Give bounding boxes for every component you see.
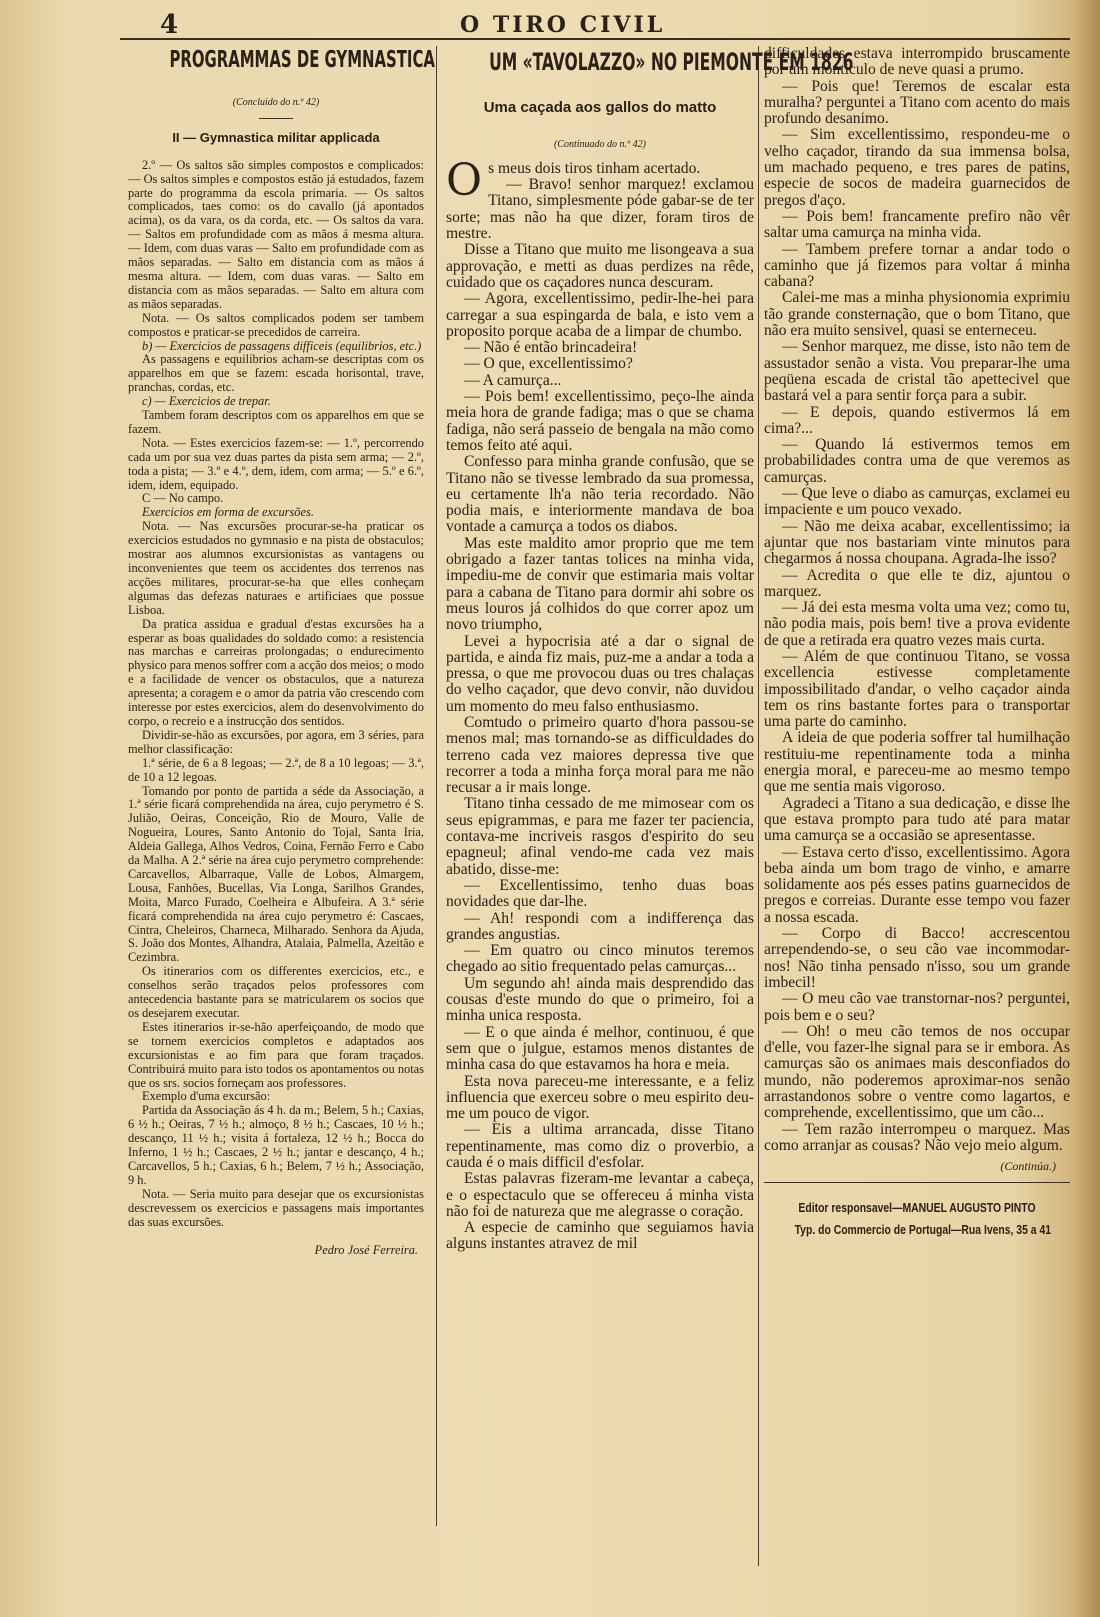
paragraph: [446, 154, 754, 206]
paragraph: — A camurça...: [464, 371, 562, 389]
editor-line: Editor responsavel—MANUEL AUGUSTO PINTO: [798, 1200, 1036, 1216]
paragraph: — Tem razão interrompeu o marquez. Mas como arranjar as cousas? Não vejo meio algum.: [764, 1120, 1070, 1154]
paragraph: — Oh! o meu cão temos de nos occupar d'elle, vou fazer-lhe signal para se ir embora. As camurças são os animaes mais desconfiados do mundo, não poderemos aproximar-nos senão arrastandonos sobre o ventre como lagartos, e comprehende, excellentissimo, que um cão...: [764, 1022, 1070, 1122]
newspaper-title: O TIRO CIVIL: [460, 12, 666, 38]
paragraph: — Tambem prefere tornar a andar todo o caminho que já fizemos para voltar á minha cabana?: [764, 240, 1070, 291]
paragraph: — E o que ainda é melhor, continuou, é que sem que o julgue, estamos menos distantes de minha casa do que estavamos ha hora e meia.: [446, 1023, 754, 1074]
article-subtitle: Uma caçada aos gallos do matto: [483, 99, 717, 117]
paragraph: Nota. — Nas excursões procurar-se-ha praticar os exercicios estudados no gymnasio e na pista de obstaculos; mostrar aos alumnos excursionistas as vantagens ou inconvenientes que teem os accidentes dos terrenos nas acções militares, procurar-se-ha que elles conheçam algumas das defezas naturaes e artificiaes que possue Lisboa.: [128, 519, 424, 617]
paragraph-text: s meus dois tiros tinham acertado.: [488, 159, 701, 177]
continued-marker: (Continúa.): [1000, 1159, 1056, 1174]
paragraph: Tambem foram descriptos com os apparelhos em que se fazem.: [128, 408, 424, 436]
paragraph: Dividir-se-hão as excursões, por agora, em 3 séries, para melhor classificação:: [128, 727, 424, 756]
paragraph: Comtudo o primeiro quarto d'hora passou-se menos mal; mas tornando-se as difficuldades do terreno cada vez maiores depressa tive que recorrer a toda a minha força moral para me não recusar a ir mais longe.: [446, 713, 754, 797]
imprint-rule: [764, 1182, 1070, 1183]
paragraph: — Já dei esta mesma volta uma vez; como tu, não podia mais, pois bem! tive a prova evidente de que a retirada era quatro vezes mais curta.: [764, 599, 1070, 649]
paragraph: Os itinerarios com os differentes exercicios, etc., e conselhos serão traçados pelos professores com antecedencia bastante para se matricularem os socios que os desejarem executar.: [128, 964, 424, 1020]
paragraph: Exercicios em forma de excursões.: [142, 505, 314, 520]
continued-note: (Continuado do n.º 42): [554, 138, 646, 150]
paragraph: — Sim excellentissimo, respondeu-me o velho caçador, tirando da sua immensa bolsa, um machado pequeno, e tres pares de patins, especie de socos de madeira guarnecidos de pregos d'aço.: [764, 126, 1070, 209]
paragraph: difficuldades estava interrompido bruscamente por um monticulo de neve quasi a prumo.: [764, 45, 1070, 79]
paragraph: c) — Exercicios de trepar.: [142, 394, 271, 409]
paragraph: — E depois, quando estivermos lá em cima?...: [764, 403, 1070, 437]
paragraph: — Pois bem! excellentissimo, peço-lhe ainda meia hora de grande fadiga; mas o que se chama fadiga, não será passeio de bengala na mão como temos feito até aqui.: [446, 388, 754, 454]
article-title: PROGRAMMAS DE GYMNASTICA: [169, 47, 435, 73]
paragraph: Estes itinerarios ir-se-hão aperfeiçoando, de modo que se tornem exercicios completos e adaptados aos excursionistas e ao fim para que foram traçados. Contribuirá muito para isto todos os apontamentos ou notas que os srs. socios forneçam aos professores.: [128, 1019, 424, 1090]
page-number: 4: [160, 10, 179, 40]
article-tavolazzo: [446, 48, 854, 1253]
paragraph: A especie de caminho que seguiamos havia alguns instantes atravez de mil: [446, 1219, 754, 1253]
paragraph: Calei-me mas a minha physionomia exprimiu tão grande consternação, que o bom Titano, que não era muito sensivel, quasi se enterneceu.: [764, 289, 1070, 340]
paragraph: Mas este maldito amor proprio que me tem obrigado a fazer tantas tolices na minha vida, impediu-me de convir que estimaria mais voltar para a cabana de Titano para dormir ahi sobre os meus louros já colhidos do que correr apoz um novo triumpho,: [446, 534, 754, 634]
paragraph: — Além de que continuou Titano, se vossa excellencia estivesse completamente impossibilitado d'andar, o velho caçador ainda tem os rins bastante fortes para o transportar uma parte do caminho.: [764, 647, 1070, 731]
paragraph: Um segundo ah! ainda mais desprendido das cousas d'este mundo do que o primeiro, foi a minha unica resposta.: [446, 974, 754, 1025]
article-tavolazzo-continued: [764, 46, 1070, 1241]
paragraph: — O que, excellentissimo?: [464, 355, 633, 373]
paragraph: Nota. — Os saltos complicados podem ser tambem compostos e praticar-se precedidos de carreira.: [128, 310, 424, 339]
paragraph: — Pois bem! francamente prefiro não vêr saltar uma camurça na minha vida.: [764, 207, 1070, 242]
paragraph: Agradeci a Titano a sua dedicação, e disse lhe que estava prompto para tudo até para matar uma camurça se a occasião se apresentasse.: [764, 794, 1070, 845]
paragraph: — Bravo! senhor marquez! exclamou Titano, simplesmente póde gabar-se de ter sorte; mas não ha que dizer, foram tiros de mestre.: [446, 176, 754, 243]
paragraph: Disse a Titano que muito me lisongeava a sua approvação, e metti as duas perdizes na rêde, cuidado que os caçadores nunca descuram.: [446, 241, 754, 291]
paragraph: — Não me deixa acabar, excellentissimo; ia ajuntar que nos bastariam vinte minutos para chegarmos á nossa choupana. Agrada-lhe isso?: [764, 517, 1070, 568]
paragraph: 2.º — Os saltos são simples compostos e complicados: — Os saltos simples e compostos estão já estudados, fazem parte do programma da escola primaria. — Os saltos complicados, taes como: os do cavallo (já apontados acima), os da vara, os da corda, etc. — Os saltos da vara. — Saltos em profundidade com as mãos á mesma altura. — Idem, com duas varas — Salto em profundidade com as mãos separadas. — Salto em distancia com as mãos á mesma altura. — Idem, com duas varas. — Salto em distancia com as mãos separadas. — Salto em altura com as mãos separadas.: [128, 157, 424, 311]
paragraph: Partida da Associação ás 4 h. da m.; Belem, 5 h.; Caxias, 6 ½ h.; Oeiras, 7 ½ h.; almoço, 8 ½ h.; Cascaes, 10 ½ h.; descanço, 11 ½ h.; visita á fortaleza, 12 ½ h.; Bocca do Inferno, 1 ½ h.; Cascaes, 2 ½ h.; jantar e descanço, 4 h.; Carcavellos, 5 h.; Caxias, 6 h.; Belem, 7 ½ h.; Associação, 9 h.: [128, 1103, 424, 1187]
article-body: [128, 159, 424, 1230]
paragraph: — Em quatro ou cinco minutos teremos chegado ao sitio frequentado pelas camurças...: [446, 942, 754, 976]
article-body: [446, 154, 754, 1253]
article-body: [764, 46, 1070, 1154]
column-divider: [436, 46, 437, 1526]
typography-line: Typ. do Commercio de Portugal—Rua Ivens, 35 a 41: [794, 1222, 1052, 1238]
paragraph: C — No campo.: [142, 491, 224, 506]
paragraph: — Estava certo d'isso, excellentissimo. Agora beba ainda um bom trago de vinho, e amarre solidamente aos pés esses patins guarnecidos de pregos e correias. Durante esse tempo vou fazer a nossa escada.: [764, 843, 1070, 926]
author-signature: Pedro José Ferreira.: [314, 1242, 418, 1257]
paragraph: — O meu cão vae transtornar-nos? perguntei, pois bem e o seu?: [764, 990, 1070, 1024]
paragraph: — Acredita o que elle te diz, ajuntou o marquez.: [764, 566, 1070, 600]
paragraph: Levei a hypocrisia até a dar o signal de partida, e ainda fiz mais, puz-me a andar a toda a pressa, o que me provocou duas ou tres chalaças do velho caçador, que devo convir, não duvidou um momento do meu falso enthusiasmo.: [446, 632, 754, 715]
page-header: [160, 10, 1060, 40]
paragraph: Estas palavras fizeram-me levantar a cabeça, e o espectaculo que se offereceu á minha vista não foi de natureza que me alegrasse o coração.: [446, 1170, 754, 1220]
paragraph: — Senhor marquez, me disse, isto não tem de assustador senão a vista. Vou preparar-lhe uma peqüena escada de cristal tão apettecivel que bastará vel a para sentir força para a subir.: [764, 338, 1070, 405]
paragraph: Exemplo d'uma excursão:: [142, 1089, 271, 1104]
paragraph: Nota. — Seria muito para desejar que os excursionistas descrevessem os exercicios e passagens mais importantes das suas excursões.: [128, 1186, 424, 1229]
paragraph: Confesso para minha grande confusão, que se Titano não se tivesse lembrado da sua promessa, eu certamente lh'a não teria recordado. Não podia mais, e interiormente mandava de boa vontade a camurça a todos os diabos.: [446, 453, 754, 536]
paragraph: Esta nova pareceu-me interessante, e a feliz influencia que exerceu sobre o meu espirito deu-me um pouco de vigor.: [446, 1072, 754, 1123]
concluded-note: (Concluido do n.º 42): [232, 96, 320, 108]
page-edge-shadow: [1074, 0, 1100, 1617]
paragraph: — Agora, excellentissimo, pedir-lhe-hei para carregar a sua espingarda de bala, e isto vem a proposito porque acaba de a limpar de chumbo.: [446, 290, 754, 340]
paragraph: b) — Exercicios de passagens difficeis (equilibrios, etc.): [142, 338, 422, 353]
section-heading: II — Gymnastica militar applicada: [172, 129, 380, 145]
paragraph: — Pois que! Teremos de escalar esta muralha? perguntei a Titano com acento do mais profundo desanimo.: [764, 77, 1070, 128]
paragraph: As passagens e equilibrios acham-se descriptas com os apparelhos em que se fazem: escada horisontal, trave, pranchas, cordas, etc.: [128, 352, 424, 395]
paragraph: — Corpo di Bacco! accrescentou arrependendo-se, o seu cão vae incommodar-nos! Não tinha pensado n'isso, sou um grande imbecil!: [764, 925, 1070, 991]
paragraph: Titano tinha cessado de me mimosear com os seus epigrammas, e para me fazer ter paciencia, contava-me incriveis rasgos d'espirito do seu epagneul; afinal vendo-me cada vez mais abatido, disse-me:: [446, 795, 754, 878]
article-title: UM «TAVOLAZZO» NO PIEMONTE EM 1826: [489, 48, 854, 76]
header-rule: [120, 38, 1070, 40]
paragraph: — Quando lá estivermos temos em probabilidades contra uma de que veremos as camurças.: [764, 436, 1070, 486]
paragraph: 1.ª série, de 6 a 8 legoas; — 2.ª, de 8 a 10 legoas; — 3.ª, de 10 a 12 legoas.: [128, 755, 424, 784]
paragraph: — Excellentissimo, tenho duas boas novidades que dar-lhe.: [446, 876, 754, 911]
paragraph: — Ah! respondi com a indifferença das grandes angustias.: [446, 909, 754, 943]
paragraph: Tomando por ponto de partida a séde da Associação, a 1.ª série ficará comprehendida na área, cujo perymetro é S. Julião, Oeiras, Conceição, Rio de Mouro, Valle de Nogueira, Loures, Santo Antonio do Tojal, Santa Iria, Aldeia Gallega, Alhos Vedros, Coina, Fernão Ferro e Cabo da Malha. A 2.ª série na área cujo perymetro comprehende: Carcavellos, Albarraque, Valle de Lobos, Almargem, Lousa, Fanhões, Bucellas, Via Longa, Sarilhos Grandes, Moita, Marco Furado, Coelheira e Albufeira. A 3.ª série ficará comprehendida na área cujo perymetro é: Cascaes, Cintra, Cheleiros, Charneca, Milharado. Senhora da Ajuda, S. João dos Montes, Alhandra, Atalaia, Palmella, Azeitão e Cezimbra.: [128, 783, 424, 965]
article-gymnastics: [128, 47, 435, 1257]
paragraph: — Eis a ultima arrancada, disse Titano repentinamente, mas como diz o proverbio, a cauda é o mais difficil d'esfolar.: [446, 1121, 754, 1171]
paragraph: A ideia de que poderia soffrer tal humilhação restituiu-me repentinamente toda a minha energia moral, e pareceu-me ao mesmo tempo que me sentia mais vigoroso.: [764, 729, 1070, 796]
paragraph: — Não é então brincadeira!: [464, 339, 638, 357]
separator-rule: [259, 118, 293, 119]
paragraph: Nota. — Estes exercicios fazem-se: — 1.º, percorrendo cada um por sua vez duas partes da pista sem arma; — 2.º, toda a pista; — 3.º e 4.º, dem, idem, com arma; — 5.º e 6.º, idem, idem, equipado.: [128, 435, 424, 492]
paragraph: Da pratica assidua e gradual d'estas excursões ha a esperar as boas qualidades do soldado como: a resistencia nas marchas e carreiras prolongadas; o endurecimento physico para menos soffrer com a acção dos meios; o modo e a facilidade de vencer os obstaculos, que a natureza apresenta; a coragem e o amor da patria vão crescendo com interesse por estes exercicios, alem do desenvolvimento do corpo, o recreio e a instrucção dos sentidos.: [128, 616, 424, 728]
column-divider: [758, 46, 759, 1566]
drop-cap: O: [446, 154, 483, 206]
paragraph: — Que leve o diabo as camurças, exclamei eu impaciente e um pouco vexado.: [764, 485, 1070, 519]
